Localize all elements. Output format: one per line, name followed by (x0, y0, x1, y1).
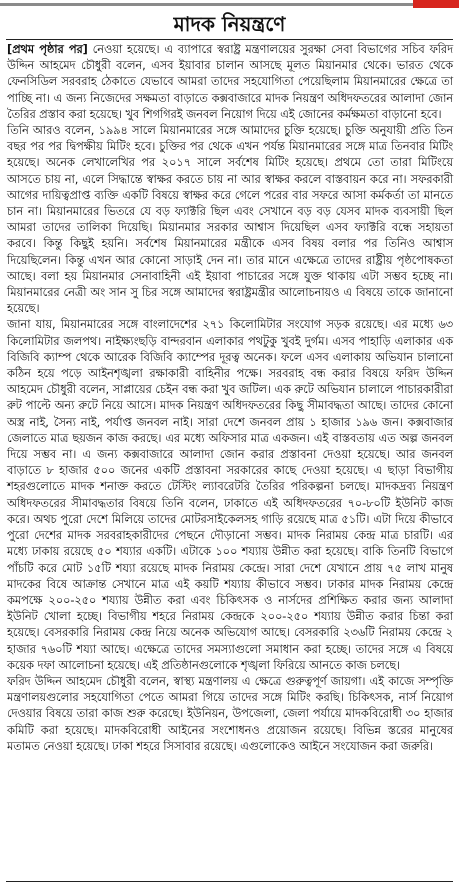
article-paragraph: ফরিদ উদ্দিন আহমেদ চৌধুরী বলেন, স্বাস্থ্য মন্ত্রণালয় এ ক্ষেত্রে গুরুত্বপূর্ণ জায়গা। এই কাজে সম্পৃক্তি মন্ত্রণালয়গুলোর সহযোগিতা পেতে আমরা গিয়ে তাদের সঙ্গে মিটিং করছি। চিকিৎসক, নার্স নিয়োগ দেওয়ার বিষয়ে তারা কাজ শুরু করেছে। ইউনিয়ন, উপজেলা, জেলা পর্যায়ে মাদকবিরোধী ৩০ হাজার কমিটি করা হয়েছে। মাদকবিরোধী আইনের সংশোধনও প্রয়োজন রয়েছে। বিভিন্ন স্তরের মানুষের মতামত নেওয়া হয়েছে। ঢাকা শহরে সিসাবার রয়েছে। এগুলোকেও আইনে সংযোজন করা জরুরি। (7, 673, 453, 753)
paragraph-text: নেওয়া হয়েছে। এ ব্যাপারে স্বরাষ্ট্র মন্ত্রণালয়ের সুরক্ষা সেবা বিভাগের সচিব ফরিদ উদ্দিন আহমেদ চৌধুরী বলেন, এসব ইয়াবার চালান আসছে মূলত মিয়ানমার থেকে। ভারত থেকে ফেনসিডিল সরবরাহ ঠেকাতে যেভাবে আমরা তাদের সহযোগিতা পেয়েছিলাম মিয়ানমারের ক্ষেত্রে তা পাচ্ছি না। এ জন্য নিজেদের সক্ষমতা বাড়াতে কক্সবাজারে মাদক নিয়ন্ত্রণ অধিদফতরের আলাদা জোন তৈরির প্রস্তাব করা হয়েছে। খুব শিগগিরই জনবল নিয়োগ দিয়ে এই জোনের কর্মক্ষমতা বাড়ানো হবে। (7, 42, 453, 121)
bottom-divider (6, 881, 453, 882)
continued-label: [প্রথম পৃষ্ঠার পর] (7, 42, 88, 56)
article-paragraph: জানা যায়, মিয়ানমারের সঙ্গে বাংলাদেশের ২৭১ কিলোমিটার সংযোগ সড়ক রয়েছে। এর মধ্যে ৬৩ কিলোমিটার জলপথ। নাইক্ষ্যংছড়ি বান্দরবান এলাকার পথটুকু খুবই দুর্গম। এসব পাহাড়ি এলাকার এক বিজিবি ক্যাম্প থেকে আরেক বিজিবি ক্যাম্পের দূরত্ব অনেক। ফলে এসব এলাকায় অভিযান চালানো কঠিন হয়ে পড়ে আইনশৃঙ্খলা রক্ষাকারী বাহিনীর পক্ষে। সরবরাহ বন্ধ করার বিষয়ে ফরিদ উদ্দিন আহমেদ চৌধুরী বলেন, সাপ্লায়ের চেইন বন্ধ করা খুব জটিল। এক রুটে অভিযান চালালে পাচারকারীরা রুট পাল্টে অন্য রুটে নিয়ে আসে। মাদক নিয়ন্ত্রণ অধিদফতরের কিছু সীমাবদ্ধতা আছে। তাদের কোনো অস্ত্র নাই, সৈন্য নাই, পর্যাপ্ত জনবল নাই। সারা দেশে জনবল প্রায় ১ হাজার ১৯৬ জন। কক্সবাজার জেলাতে মাত্র ছয়জন কাজ করছে। এর মধ্যে অফিসার মাত্র একজন। এই বাস্তবতায় এত অল্প জনবল দিয়ে সম্ভব না। এ জন্য কক্সবাজারে আলাদা জোন করার প্রস্তাবনা দেওয়া হয়েছে। আর জনবল বাড়াতে ৮ হাজার ৫০০ জনের একটি প্রস্তাবনা সরকারের কাছে দেওয়া হয়েছে। এ ছাড়া বিভাগীয় শহরগুলোতে মাদক শনাক্ত করতে টেস্টিং ল্যাবরেটরি তৈরির পরিকল্পনা চলছে। মাদকদ্রব্য নিয়ন্ত্রণ অধিদফতরের সীমাবদ্ধতার বিষয়ে তিনি বলেন, ঢাকাতে এই অধিদফতরের ৭০-৮০টি ইউনিট কাজ করে। অথচ পুরো দেশে মিলিয়ে তাদের মোটরসাইকেলসহ গাড়ি রয়েছে মাত্র ৫১টি। এটা দিয়ে কীভাবে পুরো দেশের মাদক সরবরাহকারীদের পেছনে দৌড়ানো সম্ভব। মাদক নিরাময় কেন্দ্র মাত্র চারটি। এর মধ্যে ঢাকায় রয়েছে ৫০ শয্যার একটি। এটাকে ১০০ শয্যায় উন্নীত করা হয়েছে। বাকি তিনটি বিভাগে পাঁচটি করে মোট ১৫টি শয্যা রয়েছে মাদক নিরাময় কেন্দ্রে। সারা দেশে যেখানে প্রায় ৭৫ লাখ মানুষ মাদকের বিষে আক্রান্ত সেখানে মাত্র এই কয়টি শয্যায় কীভাবে সম্ভব। ঢাকার মাদক নিরাময় কেন্দ্রে কমপক্ষে ২০০-২৫০ শয্যায় উন্নীত করা এবং চিকিৎসক ও নার্সদের প্রশিক্ষিত করার জন্য আলাদা ইউনিট খোলা হচ্ছে। বিভাগীয় শহরে নিরাময় কেন্দ্রকে ২০০-২৫০ শয্যায় উন্নীত করার চিন্তা করা হয়েছে। বেসরকারি নিরাময় কেন্দ্র নিয়ে অনেক অভিযোগ আছে। বেসরকারি ২৩৬টি নিরাময় কেন্দ্রে ২ হাজার ৭৬০টি শয্যা আছে। এক্ষেত্রে তাদের সমস্যাগুলো সমাধান করা হচ্ছে। তাদের সঙ্গে এ বিষয়ে কয়েক দফা আলোচনা হয়েছে। এই প্রতিষ্ঠানগুলোকে শৃঙ্খলা ফিরিয়ে আনতে কাজ চলছে। (7, 317, 453, 672)
page-title: মাদক নিয়ন্ত্রণে (173, 12, 286, 36)
title-divider (6, 39, 453, 40)
header-rule (0, 3, 413, 8)
header-bar (0, 0, 459, 8)
article-body (7, 41, 453, 754)
article-paragraph: তিনি আরও বলেন, ১৯৯৪ সালে মিয়ানমারের সঙ্গে আমাদের চুক্তি হয়েছে। চুক্তি অনুযায়ী প্রতি তিন বছর পর পর দ্বিপক্ষীয় মিটিং হবে। চুক্তির পর থেকে এখন পর্যন্ত মিয়ানমারের সঙ্গে মাত্র তিনবার মিটিং হয়েছে। অনেক লেখালেখির পর ২০১৭ সালে সর্বশেষ মিটিং হয়েছে। প্রথমে তো তারা মিটিংয়ে আসতে চায় না, এলে সিদ্ধান্তে স্বাক্ষর করতে চায় না আর স্বাক্ষর করলে বাস্তবায়ন করে না। সফরকারী আগের দায়িত্বপ্রাপ্ত ব্যক্তি একটি বিষয়ে স্বাক্ষর করে গেলে পরের বার সফরে আসা কর্মকর্তা তা মানতে চান না। মিয়ানমারের ভিতরে যে বড় ফ্যাক্টরি ছিল এবং সেখানে বড় বড় যেসব মাদক ব্যবসায়ী ছিল আমরা তাদের তালিকা দিয়েছি। মিয়ানমার সরকার আশ্বাস দিয়েছিল এসব ফ্যাক্টরি বন্ধে সহায়তা করবে। কিন্তু কিছুই হয়নি। সর্বশেষ মিয়ানমারের মন্ত্রীকে এসব বিষয় বলার পর তিনিও আশ্বাস দিয়েছিলেন। কিন্তু এখন আর কোনো সাড়াই দেন না। তার মানে এক্ষেত্রে তাদের রাষ্ট্রীয় পৃষ্ঠপোষকতা আছে। বলা হয় মিয়ানমার সেনাবাহিনী এই ইয়াবা পাচারের সঙ্গে যুক্ত থাকায় এটা সম্ভব হচ্ছে না। মিয়ানমারের নেত্রী অং সান সু চির সঙ্গে আমাদের স্বরাষ্ট্রমন্ত্রীর আলোচনায়ও এ বিষয়ে তাকে জানানো হয়েছে। (7, 123, 453, 316)
header-accent (413, 0, 459, 8)
article-paragraph (7, 41, 453, 122)
